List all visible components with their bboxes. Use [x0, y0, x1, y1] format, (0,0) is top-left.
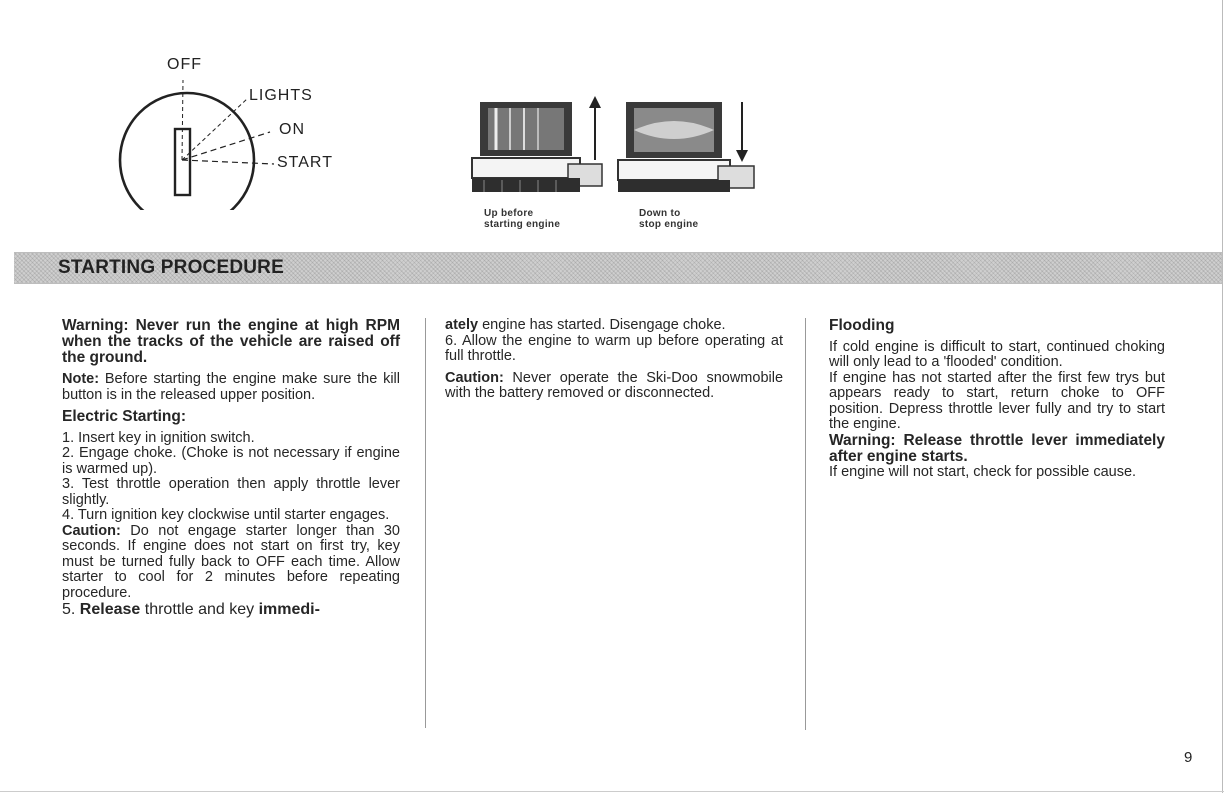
step-5-continued-text: engine has started. Disengage choke. — [482, 317, 726, 333]
electric-starting-heading: Electric Starting: — [62, 408, 187, 425]
column-2 — [445, 318, 783, 408]
flooding-paragraph-1: If cold engine is difficult to start, continued choking will only lead to a 'flooded' condition. — [829, 338, 1165, 370]
note-label: Note: — [62, 371, 100, 387]
choke-up-caption-line1: Up before — [484, 208, 534, 219]
column-3 — [829, 318, 1165, 480]
step-5-number: 5. — [62, 601, 76, 618]
column-divider-1 — [425, 318, 426, 728]
step-5-release: Release — [79, 601, 141, 618]
note-paragraph — [62, 372, 400, 403]
section-header-band — [14, 252, 1222, 284]
choke-down-caption — [639, 208, 698, 230]
flooding-paragraph-3: If engine will not start, check for possible cause. — [829, 463, 1137, 480]
ignition-switch-diagram — [110, 50, 370, 210]
step-5 — [62, 601, 400, 619]
choke-down-caption-line1: Down to — [639, 208, 681, 219]
section-title: STARTING PROCEDURE — [58, 257, 284, 278]
choke-down-caption-line2: stop engine — [639, 219, 699, 230]
caution-label: Caution: — [62, 522, 121, 539]
choke-up-caption-line2: starting engine — [484, 219, 561, 230]
caution-paragraph — [62, 524, 400, 602]
flooding-heading: Flooding — [829, 317, 895, 334]
step-2: 2. Engage choke. (Choke is not necessary if engine is warmed up). — [62, 445, 400, 477]
step-5-continued — [445, 318, 783, 334]
ignition-on-label: ON — [279, 121, 305, 138]
page-number: 9 — [1184, 749, 1193, 766]
warning-release-throttle: Warning: Release throttle lever immediately after engine starts. — [829, 431, 1165, 465]
step-3: 3. Test throttle operation then apply throttle lever slightly. — [62, 476, 400, 508]
choke-up-caption — [484, 208, 560, 230]
column-1 — [62, 318, 400, 625]
caution-battery-text: Never operate the Ski-Doo snowmobile with the battery removed or disconnected. — [445, 369, 784, 401]
step-5-mid: throttle and key — [144, 601, 255, 618]
caution-battery-label: Caution: — [445, 369, 504, 386]
flooding-paragraph-2: If engine has not started after the first few trys but appears ready to start, return choke to OFF position. Depress throttle lever fully and try to start the engine. — [829, 369, 1165, 432]
choke-diagram — [462, 90, 792, 240]
caution-text: Do not engage starter longer than 30 seconds. If engine does not start on first try, key must be turned fully back to OFF each time. Allow starter to cool for 2 minutes before repeating procedure. — [62, 522, 400, 601]
step-4: 4. Turn ignition key clockwise until starter engages. — [62, 507, 390, 523]
step-5-ately: ately — [445, 317, 479, 333]
warning-high-rpm: Warning: Never run the engine at high RPM when the tracks of the vehicle are raised off the ground. — [62, 317, 400, 366]
ignition-switch-drawing — [110, 50, 370, 210]
step-6: 6. Allow the engine to warm up before operating at full throttle. — [445, 332, 783, 364]
page-edge-bottom — [0, 791, 1224, 792]
step-5-immediately: immedi- — [258, 601, 320, 618]
step-1: 1. Insert key in ignition switch. — [62, 429, 255, 446]
page-edge-right — [1222, 0, 1223, 793]
ignition-start-label: START — [277, 154, 333, 171]
caution-battery — [445, 371, 783, 402]
ignition-lights-label: LIGHTS — [249, 87, 313, 104]
ignition-off-label: OFF — [167, 56, 202, 73]
column-divider-2 — [805, 318, 806, 730]
note-text: Before starting the engine make sure the kill button is in the released upper position. — [62, 371, 400, 403]
